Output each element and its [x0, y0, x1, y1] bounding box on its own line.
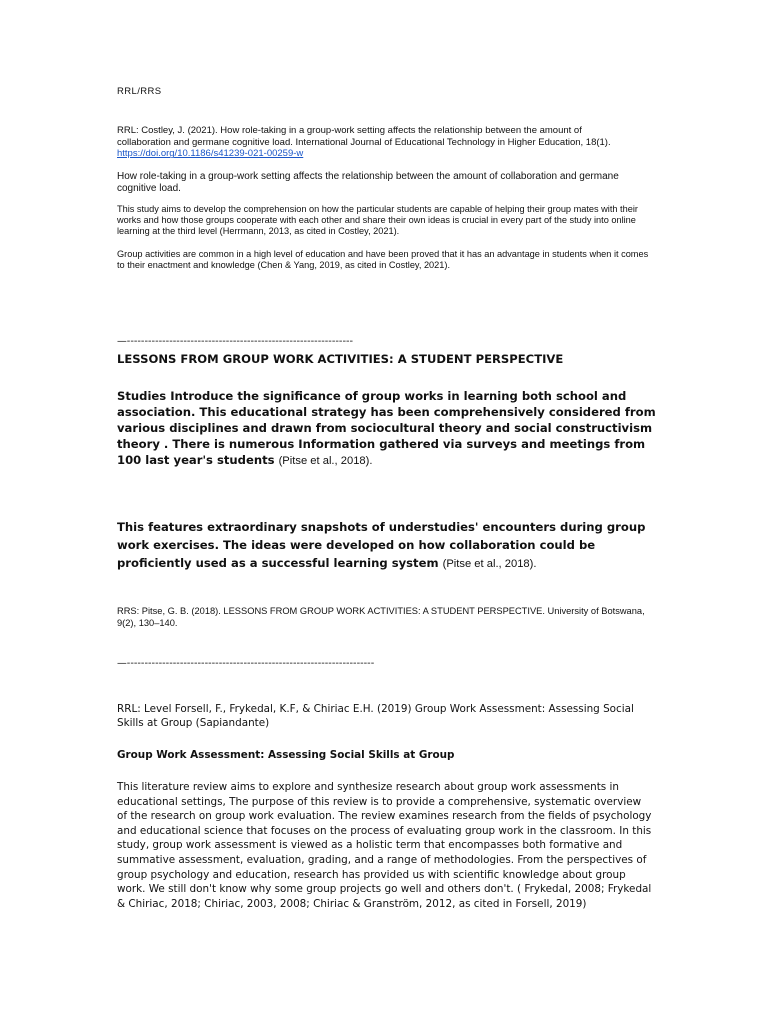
doi-link[interactable]: https://doi.org/10.1186/s41239-021-00259-w	[117, 148, 304, 160]
costley-title: How role-taking in a group-work setting affects the relationship between the amount of collaboration and germane cognitive load.	[117, 171, 619, 194]
costley-paragraph-2: Group activities are common in a high level of education and have been proved that it has an advantage in students when it comes to their enactment and knowledge (Chen & Yang, 2019, as cited in Costley, 2021).	[117, 249, 649, 271]
rrl-costley-citation	[117, 125, 637, 160]
divider-line: —----------------------------------------------------------------------	[117, 658, 375, 669]
divider-line: —----------------------------------------------------------------	[117, 336, 354, 347]
paragraph-text: This features extraordinary snapshots of understudies' encounters during group work exercises. The ideas were developed on how collaboration could be proficiently used as a successful learning system	[117, 520, 646, 570]
in-text-citation: (Pitse et al., 2018).	[278, 455, 373, 467]
rrs-pitse-citation: RRS: Pitse, G. B. (2018). LESSONS FROM GROUP WORK ACTIVITIES: A STUDENT PERSPECTIVE. University of Botswana, 9(2), 130–140.	[117, 606, 645, 629]
paragraph-text: Studies Introduce the significance of group works in learning both school and association. This educational strategy has been comprehensively considered from various disciplines and drawn from sociocultural theory and social constructivism theory . There is numerous Information gathered via surveys and meetings from 100 last year's students	[117, 389, 656, 467]
pitse-paragraph-1	[117, 388, 657, 469]
in-text-citation: (Pitse et al., 2018).	[442, 558, 537, 570]
pitse-title: LESSONS FROM GROUP WORK ACTIVITIES: A STUDENT PERSPECTIVE	[117, 352, 564, 366]
pitse-paragraph-2	[117, 518, 657, 573]
forsell-paragraph: This literature review aims to explore and synthesize research about group work assessments in educational settings, The purpose of this review is to provide a comprehensive, systematic overview of the research on group work evaluation. The review examines research from the fields of psychology and educational science that focuses on the process of evaluating group work in the classroom. In this study, group work assessment is viewed as a holistic term that encompasses both formative and summative assessment, evaluation, grading, and a range of methodologies. From the perspectives of group psychology and education, research has provided us with scientific knowledge about group work. We still don't know why some group projects go well and others don't. ( Frykedal, 2008; Frykedal & Chiriac, 2018; Chiriac, 2003, 2008; Chiriac & Granström, 2012, as cited in Forsell, 2019)	[117, 781, 652, 910]
rrl-forsell-citation: RRL: Level Forsell, F., Frykedal, K.F, & Chiriac E.H. (2019) Group Work Assessment: Assessing Social Skills at Group (Sapiandante)	[117, 703, 634, 729]
costley-paragraph-1: This study aims to develop the comprehension on how the particular students are capable of helping their group mates with their works and how those groups cooperate with each other and share their own ideas is crucial in every part of the study into online learning at the third level (Herrmann, 2013, as cited in Costley, 2021).	[117, 204, 638, 237]
doc-header: RRL/RRS	[117, 86, 162, 97]
forsell-title: Group Work Assessment: Assessing Social Skills at Group	[117, 749, 455, 761]
citation-text: RRL: Costley, J. (2021). How role-taking in a group-work setting affects the relationship between the amount of collaboration and germane cognitive load. International Journal of Educational Technology in Higher Education, 18(1).	[117, 125, 611, 148]
